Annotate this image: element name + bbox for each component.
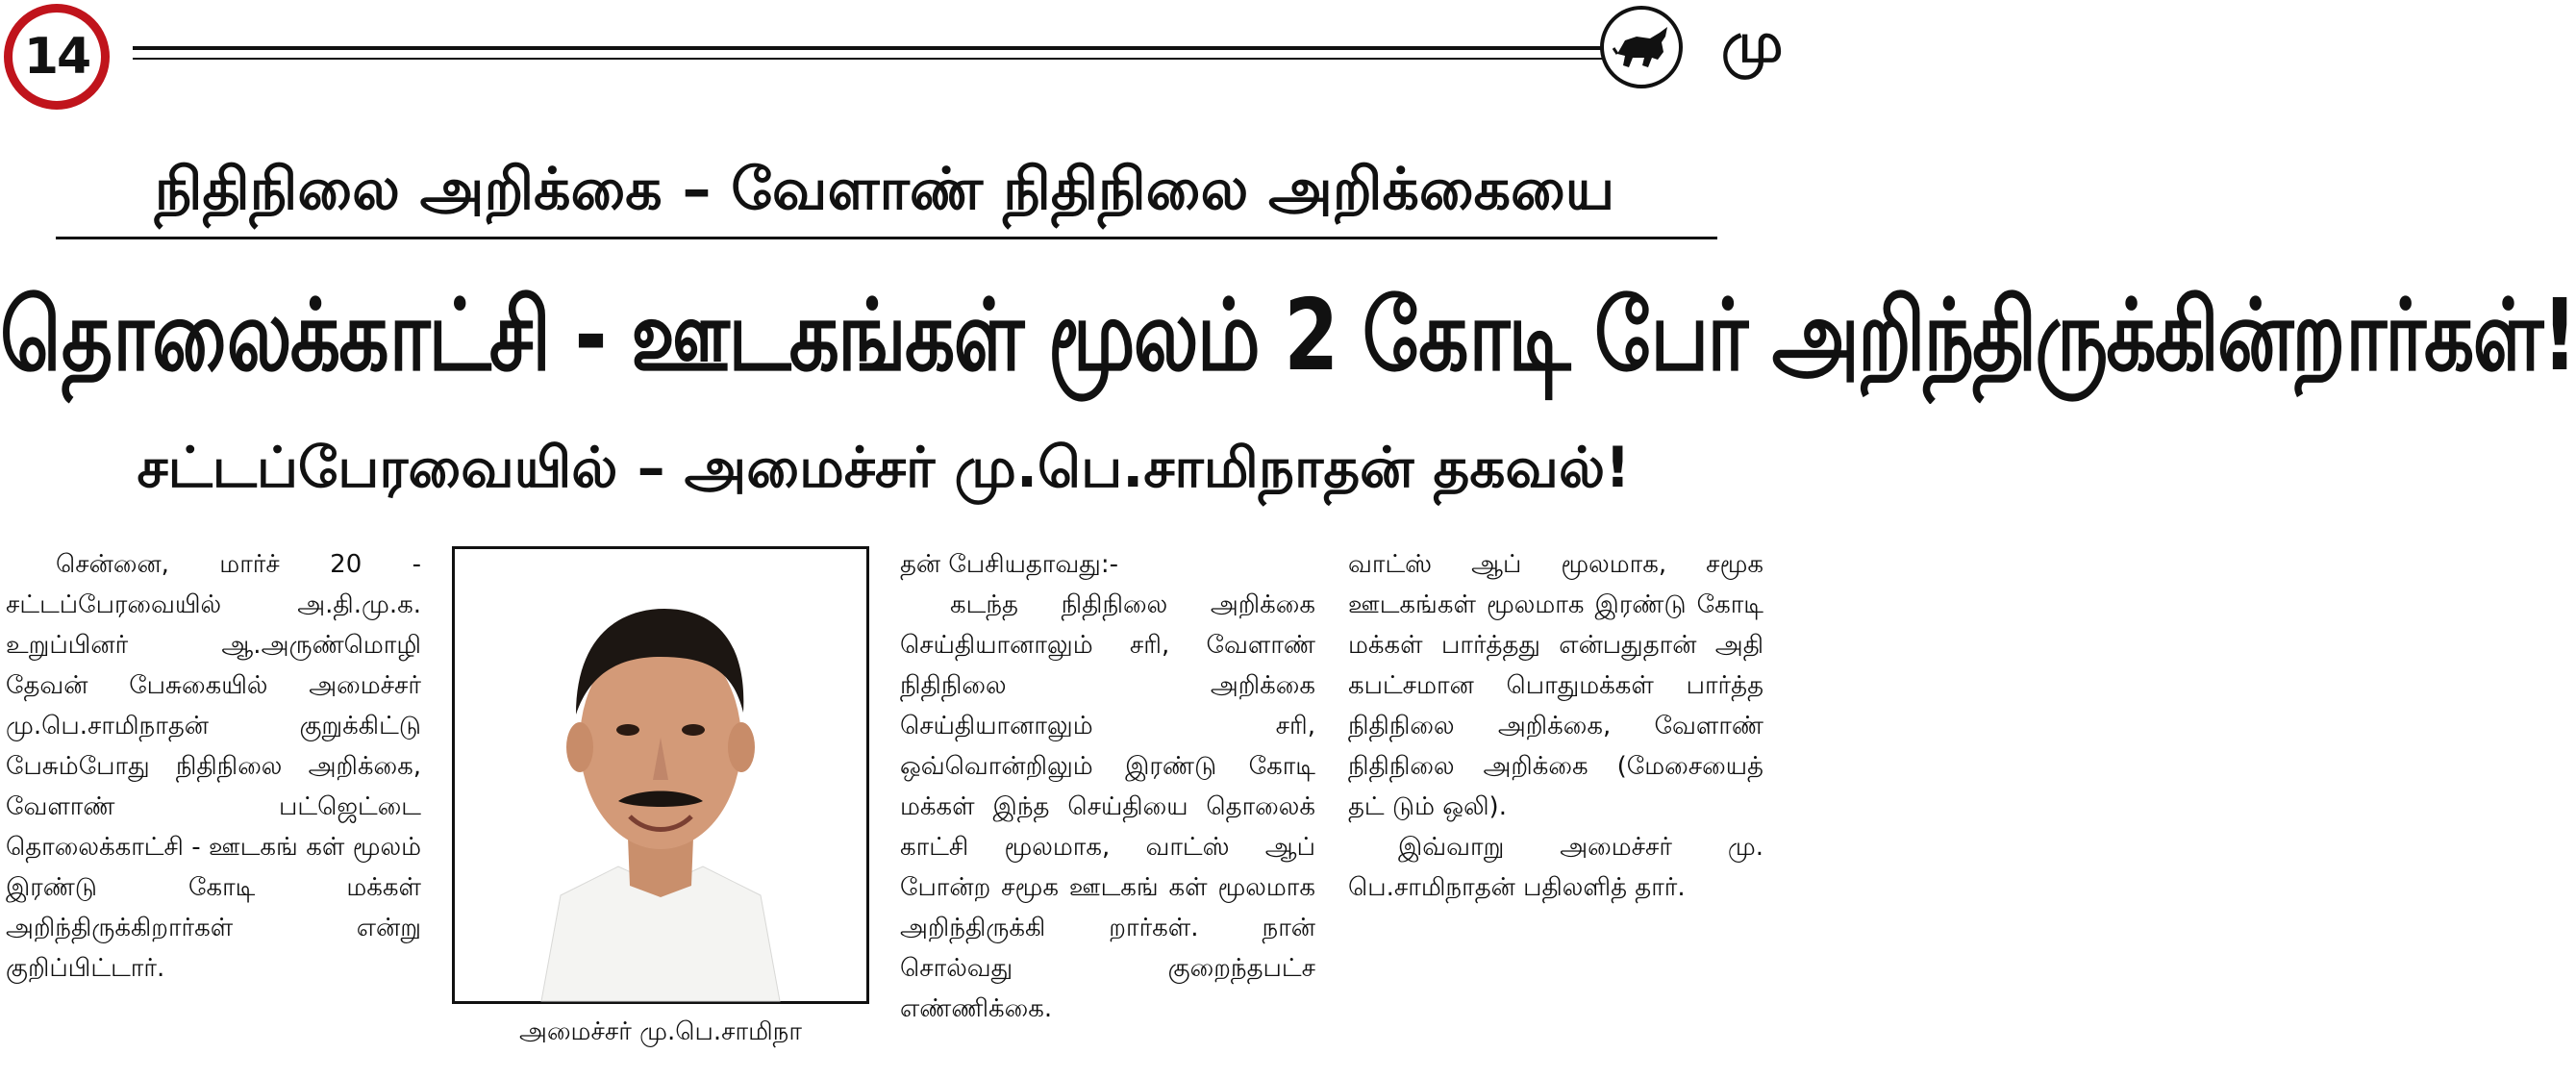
article-lead-line: தன் பேசியதாவது:- — [900, 550, 1118, 579]
header-rule-thick — [133, 46, 1623, 50]
masthead-fragment: மு — [1721, 10, 1784, 75]
article-paragraph: வாட்ஸ் ஆப் மூலமாக, சமூக ஊடகங்கள் மூலமாக இரண்டு கோடி மக்கள் பார்த்தது என்பதுதான் அதி கபட்சமான பொதுமக்கள் பார்த்த நிதிநிலை அறிக்கை, வேளாண் நிதிநிலை அறிக்கை (மேசையைத் தட் டும் ஒலி). — [1348, 550, 1763, 821]
kicker-headline: நிதிநிலை அறிக்கை – வேளாண் நிதிநிலை அறிக்கையை — [154, 156, 1615, 223]
bull-emblem-logo — [1600, 6, 1683, 88]
article-column-3 — [900, 544, 1315, 1075]
bull-icon — [1604, 10, 1679, 85]
article-column-4 — [1348, 544, 1763, 1075]
article-paragraph: இவ்வாறு அமைச்சர் மு. பெ.சாமிநாதன் பதிலளித் தார். — [1348, 833, 1763, 902]
photo-caption: அமைச்சர் மு.பெ.சாமிநா — [519, 1017, 802, 1046]
portrait-image — [455, 549, 866, 1001]
minister-photo — [452, 546, 869, 1004]
article-column-1 — [6, 544, 421, 1075]
main-headline: தொலைக்காட்சி - ஊடகங்கள் மூலம் 2 கோடி பேர் அறிந்திருக்கின்றார்கள்! — [0, 279, 2576, 393]
kicker-underline — [56, 237, 1717, 239]
article-paragraph: கடந்த நிதிநிலை அறிக்கை செய்தியானாலும் சரி, வேளாண் நிதிநிலை அறிக்கை செய்தியானாலும் சரி, ஒவ்வொன்றிலும் இரண்டு கோடி மக்கள் இந்த செய்தியை தொலைக் காட்சி மூலமாக, வாட்ஸ் ஆப் போன்ற சமூக ஊடகங் கள் மூலமாக அறிந்திருக்கி றார்கள். நான் சொல்வது குறைந்தபட்ச எண்ணிக்கை. — [900, 590, 1315, 1023]
page-number-badge — [4, 4, 110, 110]
page-number: 14 — [23, 28, 90, 86]
article-paragraph: சென்னை, மார்ச் 20 - சட்டப்பேரவையில் அ.தி.மு.க. உறுப்பினர் ஆ.அருண்மொழி தேவன் பேசுகையில் அமைச்சர் மு.பெ.சாமிநாதன் குறுக்கிட்டு பேசும்போது நிதிநிலை அறிக்கை, வேளாண் பட்ஜெட்டை தொலைக்காட்சி - ஊடகங் கள் மூலம் இரண்டு கோடி மக்கள் அறிந்திருக்கிறார்கள் என்று குறிப்பிட்டார். — [6, 550, 421, 983]
header-rule-thin — [133, 58, 1623, 60]
sub-headline: சட்டப்பேரவையில் – அமைச்சர் மு.பெ.சாமிநாதன் தகவல்! — [137, 435, 1631, 500]
